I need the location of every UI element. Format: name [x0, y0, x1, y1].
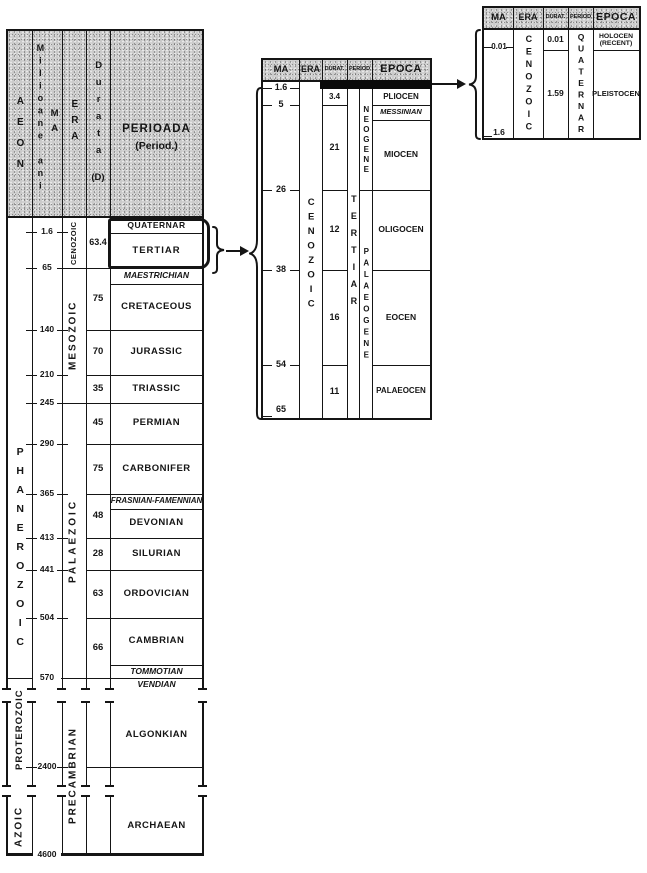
tick-mark	[263, 416, 272, 417]
period-silurian: SILURIAN	[132, 547, 181, 559]
zoom-arrow-middle-to-right	[432, 83, 457, 85]
column-header-durata: Durata	[93, 60, 105, 162]
era-palaezoic: PALAEZOIC	[67, 498, 79, 583]
tick-label: 210	[39, 369, 55, 380]
period-jurassic: JURASSIC	[130, 346, 183, 358]
cenozoic-highlight-box	[108, 218, 210, 269]
column-header-perioada-sub: (Period.)	[135, 139, 178, 152]
aeon-azoic: AZOIC	[13, 805, 25, 847]
line	[6, 29, 204, 31]
period-archaean: ARCHAEAN	[127, 819, 186, 831]
arrowhead-icon	[457, 79, 466, 89]
duration-value: 75	[92, 292, 104, 304]
period-ordovician: ORDOVICIAN	[123, 587, 190, 599]
period-carbonifer: CARBONIFER	[122, 462, 191, 474]
duration-value: 0.01	[547, 34, 564, 45]
duration-value: 12	[329, 224, 340, 235]
column-header-period: PERIOD	[569, 14, 592, 21]
epoch-holocen-line1: HOLOCEN	[599, 32, 633, 40]
column-header-era: ERA	[300, 64, 320, 75]
epoch-eocen: EOCEN	[385, 311, 417, 322]
epoch-miocen: MIOCEN	[384, 149, 418, 160]
epoch-messinian: MESSINIAN	[380, 107, 422, 117]
scale-break-caps	[2, 785, 208, 787]
tick-label: 0.01	[491, 41, 507, 51]
duration-value: 63.4	[89, 237, 107, 248]
column-header-milioane-ani: Milioane ani	[35, 42, 46, 193]
right-brace	[212, 226, 225, 274]
column-header-era: ERA	[518, 12, 538, 23]
duration-value: 21	[329, 141, 340, 152]
tick-label: 245	[39, 397, 55, 408]
duration-value: 11	[329, 385, 340, 396]
tick-label: 65	[275, 403, 286, 414]
epoch-palaeocen: PALAEOCEN	[376, 386, 426, 396]
tick-label: 2400	[37, 761, 57, 772]
duration-value: 70	[92, 346, 104, 358]
duration-value: 45	[92, 417, 104, 429]
tick-label: 413	[39, 532, 55, 543]
duration-value: 16	[329, 311, 340, 322]
column-header-aeon: AEON	[14, 95, 26, 180]
tick-label: 570	[33, 671, 61, 685]
tick-label: 290	[39, 438, 55, 449]
period-permian: PERMIAN	[132, 417, 181, 429]
line	[86, 703, 87, 787]
period-triassic: TRIASSIC	[132, 382, 181, 394]
duration-value: 35	[92, 382, 104, 394]
tick-label: 504	[39, 612, 55, 623]
left-brace	[468, 29, 481, 140]
column-header-durat: DURAT.	[545, 14, 566, 21]
tick-label: 65	[42, 262, 52, 273]
tick-label: 54	[275, 359, 286, 370]
period-cretaceous: CRETACEOUS	[121, 300, 192, 312]
column-header-epoca: EPOCA	[380, 63, 422, 76]
epoch-holocen	[593, 30, 639, 50]
era-cenozoic: CENOZOIC	[305, 197, 317, 313]
era-cenozoic: CENOZOIC	[68, 221, 78, 265]
column-header-durat: DURAT.	[324, 66, 345, 73]
stage-vendian: VENDIAN	[137, 678, 176, 689]
duration-value: 28	[92, 547, 104, 559]
column-header-ma: MA	[491, 11, 506, 23]
duration-value: 63	[92, 587, 104, 599]
duration-value: 75	[92, 462, 104, 474]
period-cambrian: CAMBRIAN	[128, 635, 185, 647]
period-quaternar: QUATERNAR	[576, 32, 587, 136]
line	[32, 703, 33, 787]
period-algonkian: ALGONKIAN	[125, 728, 188, 740]
zoom-arrow-left-to-middle	[226, 250, 240, 252]
duration-value: 3.4	[328, 91, 341, 101]
epoch-pliocen: PLIOCEN	[383, 91, 419, 101]
epoch-pleistocen: PLEISTOCEN	[592, 88, 640, 98]
tick-label: 38	[275, 264, 286, 275]
period-tertiar: TERTIAR	[132, 244, 181, 256]
column-header-ma: MA	[273, 63, 289, 75]
era-precambrian: PRECAMBRIAN	[67, 727, 79, 825]
column-header-era: ERA	[69, 98, 81, 147]
period-tertiar: TERTIAR	[348, 194, 359, 313]
tick-label: 365	[39, 488, 55, 499]
column-header-epoca: EPOCA	[596, 11, 636, 24]
stage-maestrichian: MAESTRICHIAN	[123, 270, 190, 281]
column-header-ma: MA	[49, 107, 61, 138]
subperiod-palaeogene: PALAEOGENE	[361, 246, 371, 362]
duration-value: 48	[92, 509, 104, 521]
tick-label: 5	[278, 99, 284, 110]
tick-label: 4600	[33, 848, 61, 861]
era-cenozoic: CENOZOIC	[523, 34, 534, 134]
tick-label: 1.6	[41, 226, 53, 237]
period-devonian: DEVONIAN	[129, 517, 184, 529]
tick-label: 1.6	[493, 126, 505, 137]
line	[86, 767, 203, 768]
line	[86, 797, 87, 853]
column-header-period: PERIOD	[348, 66, 371, 73]
tick-label: 1.6	[274, 82, 288, 93]
stage-frasnian-famennian: FRASNIAN-FAMENNIAN	[110, 496, 203, 506]
epoch-holocen-line2: (RECENT)	[599, 40, 633, 47]
quaternary-band	[320, 80, 432, 89]
period-quaternar: QUATERNAR	[127, 220, 186, 231]
aeon-phanerozoic: PHANEROZOIC	[14, 445, 27, 655]
column-header-perioada: PERIOADA	[122, 122, 191, 135]
column-header-durata-abbr: (D)	[91, 171, 105, 183]
line	[32, 797, 33, 853]
epoch-oligocen: OLIGOCEN	[378, 224, 424, 235]
tick-label: 140	[39, 324, 55, 335]
aeon-proterozoic: PROTEROZOIC	[13, 689, 25, 771]
duration-value: 66	[92, 641, 104, 653]
tick-label: 441	[39, 564, 55, 575]
era-mesozoic: MESOZOIC	[67, 300, 79, 371]
tick-label: 26	[275, 184, 286, 195]
stage-tommotian: TOMMOTIAN	[130, 665, 183, 676]
duration-value: 1.59	[547, 88, 564, 99]
subperiod-neogene: NEOGENE	[361, 104, 371, 175]
arrowhead-icon	[240, 246, 249, 256]
